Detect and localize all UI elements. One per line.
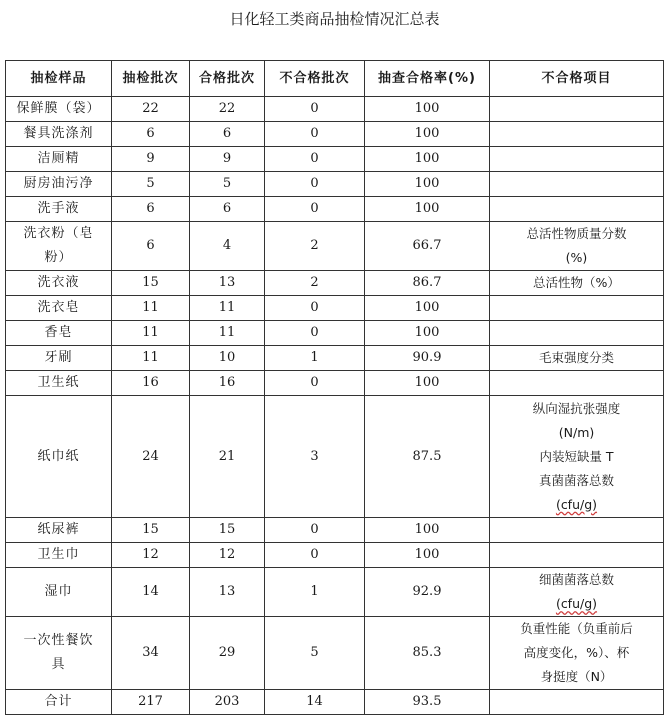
failed-items-cell <box>490 147 664 172</box>
rate-cell: 100 <box>365 122 490 147</box>
column-header: 不合格项目 <box>490 61 664 97</box>
passed-cell: 6 <box>190 122 265 147</box>
cell-line: (cfu/g) <box>555 496 598 512</box>
sample-name-cell: 卫生巾 <box>6 543 112 568</box>
failed-cell: 0 <box>265 296 365 321</box>
passed-cell: 22 <box>190 97 265 122</box>
checked-cell: 14 <box>112 568 190 617</box>
checked-cell: 34 <box>112 617 190 690</box>
rate-cell: 86.7 <box>365 271 490 296</box>
passed-cell: 12 <box>190 543 265 568</box>
table-row <box>6 518 664 543</box>
rate-cell: 100 <box>365 197 490 222</box>
checked-cell: 6 <box>112 122 190 147</box>
cell-line: 负重性能（负重前后 <box>520 621 633 636</box>
column-header: 合格批次 <box>190 61 265 97</box>
sample-name-cell: 厨房油污净 <box>6 172 112 197</box>
checked-cell: 22 <box>112 97 190 122</box>
failed-items-cell <box>490 97 664 122</box>
table-row <box>6 296 664 321</box>
failed-cell: 0 <box>265 543 365 568</box>
passed-cell: 13 <box>190 568 265 617</box>
cell-line: 总活性物质量分数 <box>526 226 627 241</box>
rate-cell: 100 <box>365 172 490 197</box>
cell-line: (%) <box>565 250 588 265</box>
table-row <box>6 543 664 568</box>
failed-cell: 0 <box>265 371 365 396</box>
cell-line: 身挺度（N） <box>540 669 613 684</box>
failed-items-cell <box>490 122 664 147</box>
sample-name-cell: 洗衣液 <box>6 271 112 296</box>
checked-cell: 9 <box>112 147 190 172</box>
failed-items-cell <box>490 172 664 197</box>
passed-cell: 4 <box>190 222 265 271</box>
table-row <box>6 222 664 271</box>
failed-items-cell <box>490 690 664 715</box>
page-title: 日化轻工类商品抽检情况汇总表 <box>229 10 440 28</box>
failed-cell: 1 <box>265 346 365 371</box>
rate-cell: 100 <box>365 147 490 172</box>
passed-cell: 5 <box>190 172 265 197</box>
rate-cell: 87.5 <box>365 396 490 518</box>
passed-cell: 11 <box>190 296 265 321</box>
table-row <box>6 172 664 197</box>
checked-cell: 6 <box>112 197 190 222</box>
summary-table <box>5 60 664 715</box>
passed-cell: 6 <box>190 197 265 222</box>
table-row <box>6 371 664 396</box>
passed-cell: 203 <box>190 690 265 715</box>
failed-items-cell <box>490 296 664 321</box>
rate-cell: 66.7 <box>365 222 490 271</box>
rate-cell: 100 <box>365 321 490 346</box>
checked-cell: 5 <box>112 172 190 197</box>
sample-name-cell: 洗衣皂 <box>6 296 112 321</box>
cell-line: 真菌菌落总数 <box>538 472 614 488</box>
table-row <box>6 321 664 346</box>
table-row <box>6 97 664 122</box>
failed-items-cell <box>490 222 664 271</box>
sample-name-cell: 洗手液 <box>6 197 112 222</box>
sample-name-cell: 湿巾 <box>6 568 112 617</box>
sample-name-cell: 保鲜膜（袋） <box>6 97 112 122</box>
table-row <box>6 147 664 172</box>
checked-cell: 11 <box>112 296 190 321</box>
cell-line: 总活性物（%） <box>533 275 620 290</box>
table-row <box>6 122 664 147</box>
cell-line: 内装短缺量 T <box>539 448 614 464</box>
failed-items-cell <box>490 617 664 690</box>
rate-cell: 100 <box>365 296 490 321</box>
failed-cell: 2 <box>265 271 365 296</box>
cell-line: 细菌菌落总数 <box>538 572 614 587</box>
passed-cell: 21 <box>190 396 265 518</box>
failed-cell: 0 <box>265 172 365 197</box>
passed-cell: 11 <box>190 321 265 346</box>
failed-items-cell <box>490 518 664 543</box>
sample-name-cell <box>6 617 112 690</box>
sample-name-cell: 牙刷 <box>6 346 112 371</box>
failed-cell: 0 <box>265 518 365 543</box>
failed-items-cell <box>490 346 664 371</box>
sample-name-cell: 洁厕精 <box>6 147 112 172</box>
table-row <box>6 396 664 518</box>
failed-items-cell <box>490 271 664 296</box>
table-row <box>6 617 664 690</box>
rate-cell: 92.9 <box>365 568 490 617</box>
rate-cell: 90.9 <box>365 346 490 371</box>
rate-cell: 100 <box>365 518 490 543</box>
checked-cell: 12 <box>112 543 190 568</box>
sample-name-cell <box>6 222 112 271</box>
cell-line: 纵向湿抗张强度 <box>532 400 621 416</box>
checked-cell: 15 <box>112 271 190 296</box>
failed-items-cell <box>490 197 664 222</box>
sample-name-cell: 卫生纸 <box>6 371 112 396</box>
rate-cell: 100 <box>365 543 490 568</box>
sample-name-cell: 餐具洗涤剂 <box>6 122 112 147</box>
passed-cell: 15 <box>190 518 265 543</box>
failed-cell: 14 <box>265 690 365 715</box>
passed-cell: 9 <box>190 147 265 172</box>
failed-items-cell <box>490 371 664 396</box>
checked-cell: 15 <box>112 518 190 543</box>
checked-cell: 24 <box>112 396 190 518</box>
total-row <box>6 690 664 715</box>
passed-cell: 29 <box>190 617 265 690</box>
sample-name-cell: 纸尿裤 <box>6 518 112 543</box>
failed-items-cell <box>490 568 664 617</box>
table-row <box>6 197 664 222</box>
failed-cell: 0 <box>265 321 365 346</box>
failed-cell: 0 <box>265 97 365 122</box>
table-row <box>6 568 664 617</box>
passed-cell: 16 <box>190 371 265 396</box>
failed-cell: 0 <box>265 197 365 222</box>
failed-cell: 0 <box>265 122 365 147</box>
checked-cell: 217 <box>112 690 190 715</box>
column-header: 抽检批次 <box>112 61 190 97</box>
cell-line: (cfu/g) <box>555 596 598 611</box>
rate-cell: 93.5 <box>365 690 490 715</box>
cell-line: 毛束强度分类 <box>538 350 614 365</box>
failed-cell: 2 <box>265 222 365 271</box>
table-row <box>6 271 664 296</box>
header-row <box>6 61 664 97</box>
column-header: 不合格批次 <box>265 61 365 97</box>
cell-line: 粉） <box>44 250 73 265</box>
checked-cell: 16 <box>112 371 190 396</box>
checked-cell: 11 <box>112 346 190 371</box>
cell-line: 具 <box>51 657 66 672</box>
failed-cell: 3 <box>265 396 365 518</box>
checked-cell: 6 <box>112 222 190 271</box>
sample-name-cell: 香皂 <box>6 321 112 346</box>
table-body <box>6 97 664 715</box>
failed-cell: 0 <box>265 147 365 172</box>
failed-items-cell <box>490 321 664 346</box>
rate-cell: 100 <box>365 97 490 122</box>
sample-name-cell: 纸巾纸 <box>6 396 112 518</box>
rate-cell: 85.3 <box>365 617 490 690</box>
sample-name-cell: 合计 <box>6 690 112 715</box>
table-row <box>6 346 664 371</box>
passed-cell: 13 <box>190 271 265 296</box>
cell-line: 高度变化，%）、杯 <box>523 645 630 660</box>
column-header: 抽检样品 <box>6 61 112 97</box>
cell-line: 一次性餐饮 <box>23 633 94 648</box>
failed-items-cell <box>490 543 664 568</box>
failed-items-cell <box>490 396 664 518</box>
column-header: 抽查合格率(%) <box>365 61 490 97</box>
passed-cell: 10 <box>190 346 265 371</box>
cell-line: 洗衣粉（皂 <box>23 226 94 241</box>
checked-cell: 11 <box>112 321 190 346</box>
cell-line: (N/m) <box>558 424 595 440</box>
rate-cell: 100 <box>365 371 490 396</box>
failed-cell: 1 <box>265 568 365 617</box>
failed-cell: 5 <box>265 617 365 690</box>
